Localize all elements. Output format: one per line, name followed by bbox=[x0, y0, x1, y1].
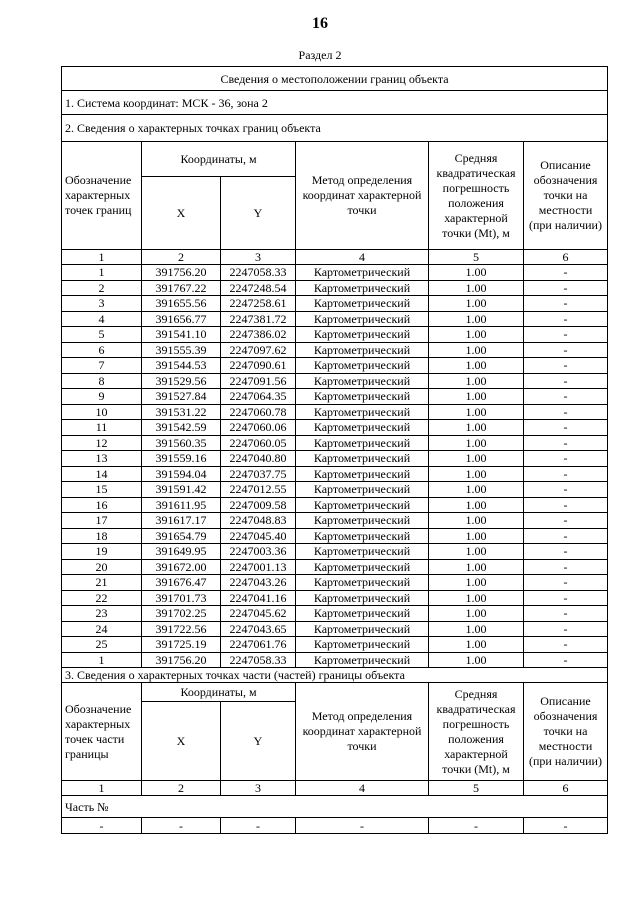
table-cell: - bbox=[524, 451, 608, 467]
table-cell: 2247091.56 bbox=[221, 373, 296, 389]
table-cell: 1.00 bbox=[429, 466, 524, 482]
table-row bbox=[62, 466, 608, 482]
table-cell: 25 bbox=[62, 637, 142, 653]
table-cell: 1.00 bbox=[429, 606, 524, 622]
table-row bbox=[62, 373, 608, 389]
table-cell: 391591.42 bbox=[142, 482, 221, 498]
table-cell: Картометрический bbox=[296, 404, 429, 420]
table-cell: - bbox=[524, 497, 608, 513]
coord-system: 1. Система координат: МСК - 36, зона 2 bbox=[62, 91, 608, 115]
table-row bbox=[62, 590, 608, 606]
table-cell: - bbox=[524, 358, 608, 374]
table-cell: 391702.25 bbox=[142, 606, 221, 622]
table-cell: - bbox=[524, 466, 608, 482]
table-cell: 22 bbox=[62, 590, 142, 606]
table-cell: 391594.04 bbox=[142, 466, 221, 482]
table-cell: 7 bbox=[62, 358, 142, 374]
table-cell: 391701.73 bbox=[142, 590, 221, 606]
col-number: 3 bbox=[221, 781, 296, 796]
table-cell: 3 bbox=[62, 296, 142, 312]
table-cell: 391656.77 bbox=[142, 311, 221, 327]
table-row bbox=[62, 265, 608, 281]
header-description: Описание обозначения точки на местности (при наличии) bbox=[524, 142, 608, 250]
table-cell: 2247037.75 bbox=[221, 466, 296, 482]
table-cell: 1.00 bbox=[429, 389, 524, 405]
header-error: Средняя квадратическая погрешность положения характерной точки (Mt), м bbox=[429, 142, 524, 250]
table-cell: Картометрический bbox=[296, 544, 429, 560]
table-cell: Картометрический bbox=[296, 373, 429, 389]
table-cell: - bbox=[524, 528, 608, 544]
table-cell: 391541.10 bbox=[142, 327, 221, 343]
table-cell: 391676.47 bbox=[142, 575, 221, 591]
table-row bbox=[62, 280, 608, 296]
table-row bbox=[62, 327, 608, 343]
section-label: Раздел 2 bbox=[298, 48, 342, 62]
table-cell: Картометрический bbox=[296, 652, 429, 668]
table-row bbox=[62, 482, 608, 498]
table-cell: - bbox=[524, 296, 608, 312]
table-cell: Картометрический bbox=[296, 265, 429, 281]
table-cell: 391756.20 bbox=[142, 265, 221, 281]
table-cell: Картометрический bbox=[296, 497, 429, 513]
table-cell: 2247043.65 bbox=[221, 621, 296, 637]
table-cell: - bbox=[524, 590, 608, 606]
table-cell: 2247060.78 bbox=[221, 404, 296, 420]
part-cell: - bbox=[296, 818, 429, 834]
table-cell: Картометрический bbox=[296, 311, 429, 327]
table-cell: 2247009.58 bbox=[221, 497, 296, 513]
table-row bbox=[62, 652, 608, 668]
table-cell: 2247001.13 bbox=[221, 559, 296, 575]
table-cell: 1.00 bbox=[429, 528, 524, 544]
table-cell: 1.00 bbox=[429, 451, 524, 467]
table-cell: 4 bbox=[62, 311, 142, 327]
table-cell: - bbox=[524, 575, 608, 591]
table-cell: - bbox=[524, 544, 608, 560]
table-cell: 1.00 bbox=[429, 435, 524, 451]
table-row bbox=[62, 420, 608, 436]
table-cell: 2247090.61 bbox=[221, 358, 296, 374]
table-row bbox=[62, 404, 608, 420]
table-cell: - bbox=[524, 420, 608, 436]
table-cell: 1.00 bbox=[429, 373, 524, 389]
table-cell: 16 bbox=[62, 497, 142, 513]
table-cell: 2247043.26 bbox=[221, 575, 296, 591]
header-y: Y bbox=[221, 177, 296, 250]
header-point-name: Обозначение характерных точек границ bbox=[62, 142, 142, 250]
table-cell: 23 bbox=[62, 606, 142, 622]
table-cell: 391617.17 bbox=[142, 513, 221, 529]
table-cell: 2247040.80 bbox=[221, 451, 296, 467]
boundary-table bbox=[61, 66, 608, 834]
table-cell: 2 bbox=[62, 280, 142, 296]
table-cell: Картометрический bbox=[296, 435, 429, 451]
table-cell: 9 bbox=[62, 389, 142, 405]
table-cell: 8 bbox=[62, 373, 142, 389]
table-cell: 1.00 bbox=[429, 265, 524, 281]
table-cell: Картометрический bbox=[296, 528, 429, 544]
table-cell: 2247048.83 bbox=[221, 513, 296, 529]
part-cell: - bbox=[62, 818, 142, 834]
table-cell: 1.00 bbox=[429, 513, 524, 529]
table-cell: - bbox=[524, 435, 608, 451]
table-cell: 12 bbox=[62, 435, 142, 451]
table-cell: 2247041.16 bbox=[221, 590, 296, 606]
table-cell: Картометрический bbox=[296, 280, 429, 296]
table-cell: - bbox=[524, 342, 608, 358]
table-cell: - bbox=[524, 637, 608, 653]
table-cell: 391672.00 bbox=[142, 559, 221, 575]
table-cell: - bbox=[524, 652, 608, 668]
table-cell: 1.00 bbox=[429, 652, 524, 668]
table-cell: 391654.79 bbox=[142, 528, 221, 544]
table-cell: 391655.56 bbox=[142, 296, 221, 312]
table-cell: 391560.35 bbox=[142, 435, 221, 451]
table-cell: Картометрический bbox=[296, 296, 429, 312]
table-row bbox=[62, 575, 608, 591]
table-cell: 391649.95 bbox=[142, 544, 221, 560]
table-cell: 391531.22 bbox=[142, 404, 221, 420]
table-cell: Картометрический bbox=[296, 575, 429, 591]
table-cell: 20 bbox=[62, 559, 142, 575]
table-cell: 391544.53 bbox=[142, 358, 221, 374]
col-number: 1 bbox=[62, 781, 142, 796]
table-title: Сведения о местоположении границ объекта bbox=[62, 67, 608, 91]
table-cell: - bbox=[524, 311, 608, 327]
table-cell: 1 bbox=[62, 265, 142, 281]
part-cell: - bbox=[142, 818, 221, 834]
table-cell: Картометрический bbox=[296, 342, 429, 358]
table-cell: 2247003.36 bbox=[221, 544, 296, 560]
table-cell: 1.00 bbox=[429, 280, 524, 296]
table-cell: 1.00 bbox=[429, 404, 524, 420]
table-cell: 1.00 bbox=[429, 497, 524, 513]
table-cell: 1.00 bbox=[429, 621, 524, 637]
table-cell: 2247381.72 bbox=[221, 311, 296, 327]
table-cell: 2247097.62 bbox=[221, 342, 296, 358]
table-cell: 1.00 bbox=[429, 327, 524, 343]
table-cell: 2247258.61 bbox=[221, 296, 296, 312]
table-row bbox=[62, 435, 608, 451]
table-cell: Картометрический bbox=[296, 451, 429, 467]
table-cell: 2247058.33 bbox=[221, 652, 296, 668]
table-cell: 2247045.62 bbox=[221, 606, 296, 622]
table-cell: Картометрический bbox=[296, 327, 429, 343]
table-row bbox=[62, 342, 608, 358]
table-cell: 6 bbox=[62, 342, 142, 358]
table-cell: - bbox=[524, 482, 608, 498]
section2-title: 2. Сведения о характерных точках границ объекта bbox=[62, 115, 608, 142]
header3-description: Описание обозначения точки на местности (при наличии) bbox=[524, 683, 608, 781]
section3-title: 3. Сведения о характерных точках части (частей) границы объекта bbox=[62, 668, 608, 683]
table-cell: 2247012.55 bbox=[221, 482, 296, 498]
table-cell: 21 bbox=[62, 575, 142, 591]
table-cell: - bbox=[524, 327, 608, 343]
table-row bbox=[62, 606, 608, 622]
table-row bbox=[62, 311, 608, 327]
table-cell: 391767.22 bbox=[142, 280, 221, 296]
table-cell: 2247386.02 bbox=[221, 327, 296, 343]
table-cell: 391559.16 bbox=[142, 451, 221, 467]
col-number: 5 bbox=[429, 250, 524, 265]
table-cell: 2247058.33 bbox=[221, 265, 296, 281]
col-number: 4 bbox=[296, 781, 429, 796]
table-cell: Картометрический bbox=[296, 621, 429, 637]
table-cell: 1.00 bbox=[429, 544, 524, 560]
table-cell: - bbox=[524, 265, 608, 281]
col-number: 5 bbox=[429, 781, 524, 796]
table-cell: 2247064.35 bbox=[221, 389, 296, 405]
table-cell: 18 bbox=[62, 528, 142, 544]
col-number: 3 bbox=[221, 250, 296, 265]
table-cell: Картометрический bbox=[296, 389, 429, 405]
table-cell: 1.00 bbox=[429, 575, 524, 591]
table-cell: 2247060.06 bbox=[221, 420, 296, 436]
table-cell: - bbox=[524, 606, 608, 622]
col-number: 2 bbox=[142, 781, 221, 796]
table-cell: Картометрический bbox=[296, 590, 429, 606]
col-number: 6 bbox=[524, 781, 608, 796]
table-row bbox=[62, 621, 608, 637]
table-cell: Картометрический bbox=[296, 358, 429, 374]
table-cell: 1.00 bbox=[429, 420, 524, 436]
header3-x: X bbox=[142, 702, 221, 781]
table-cell: 15 bbox=[62, 482, 142, 498]
table-cell: 391527.84 bbox=[142, 389, 221, 405]
table-cell: Картометрический bbox=[296, 513, 429, 529]
table-cell: Картометрический bbox=[296, 482, 429, 498]
table-cell: - bbox=[524, 621, 608, 637]
table-cell: Картометрический bbox=[296, 606, 429, 622]
table-cell: 19 bbox=[62, 544, 142, 560]
table-cell: - bbox=[524, 373, 608, 389]
table-row bbox=[62, 451, 608, 467]
table-cell: 1.00 bbox=[429, 482, 524, 498]
table-row bbox=[62, 358, 608, 374]
table-cell: Картометрический bbox=[296, 420, 429, 436]
table-row bbox=[62, 528, 608, 544]
header3-coords: Координаты, м bbox=[142, 683, 296, 702]
table-row bbox=[62, 389, 608, 405]
table-row bbox=[62, 513, 608, 529]
table-row bbox=[62, 296, 608, 312]
table-cell: 1.00 bbox=[429, 311, 524, 327]
part-cell: - bbox=[524, 818, 608, 834]
table-cell: - bbox=[524, 559, 608, 575]
table-cell: - bbox=[524, 404, 608, 420]
table-cell: 1.00 bbox=[429, 358, 524, 374]
table-row bbox=[62, 637, 608, 653]
table-cell: 1.00 bbox=[429, 342, 524, 358]
table-cell: 1.00 bbox=[429, 590, 524, 606]
header3-point-name: Обозначение характерных точек части границы bbox=[62, 683, 142, 781]
table-cell: - bbox=[524, 513, 608, 529]
table-cell: 1.00 bbox=[429, 296, 524, 312]
table-cell: 2247061.76 bbox=[221, 637, 296, 653]
table-cell: 2247248.54 bbox=[221, 280, 296, 296]
table-cell: Картометрический bbox=[296, 559, 429, 575]
table-cell: Картометрический bbox=[296, 637, 429, 653]
table-cell: 14 bbox=[62, 466, 142, 482]
col-number: 2 bbox=[142, 250, 221, 265]
table-cell: 391529.56 bbox=[142, 373, 221, 389]
table-cell: 5 bbox=[62, 327, 142, 343]
table-cell: 1.00 bbox=[429, 637, 524, 653]
table-cell: Картометрический bbox=[296, 466, 429, 482]
col-number: 6 bbox=[524, 250, 608, 265]
table-cell: 1 bbox=[62, 652, 142, 668]
table-cell: 1.00 bbox=[429, 559, 524, 575]
table-cell: 391542.59 bbox=[142, 420, 221, 436]
table-cell: 391611.95 bbox=[142, 497, 221, 513]
part-cell: - bbox=[429, 818, 524, 834]
table-cell: 391555.39 bbox=[142, 342, 221, 358]
table-row bbox=[62, 497, 608, 513]
header-coords: Координаты, м bbox=[142, 142, 296, 177]
table-cell: - bbox=[524, 280, 608, 296]
col-number: 4 bbox=[296, 250, 429, 265]
table-cell: 11 bbox=[62, 420, 142, 436]
table-cell: 13 bbox=[62, 451, 142, 467]
table-cell: 391756.20 bbox=[142, 652, 221, 668]
header3-error: Средняя квадратическая погрешность положения характерной точки (Mt), м bbox=[429, 683, 524, 781]
table-cell: - bbox=[524, 389, 608, 405]
page-number: 16 bbox=[312, 15, 328, 32]
header-x: X bbox=[142, 177, 221, 250]
table-cell: 391722.56 bbox=[142, 621, 221, 637]
part-cell: - bbox=[221, 818, 296, 834]
table-row bbox=[62, 544, 608, 560]
header3-method: Метод определения координат характерной точки bbox=[296, 683, 429, 781]
table-cell: 24 bbox=[62, 621, 142, 637]
table-cell: 10 bbox=[62, 404, 142, 420]
header-method: Метод определения координат характерной точки bbox=[296, 142, 429, 250]
table-cell: 2247060.05 bbox=[221, 435, 296, 451]
header3-y: Y bbox=[221, 702, 296, 781]
part-label: Часть № bbox=[62, 796, 608, 818]
col-number: 1 bbox=[62, 250, 142, 265]
table-row bbox=[62, 559, 608, 575]
table-cell: 17 bbox=[62, 513, 142, 529]
table-cell: 2247045.40 bbox=[221, 528, 296, 544]
table-cell: 391725.19 bbox=[142, 637, 221, 653]
